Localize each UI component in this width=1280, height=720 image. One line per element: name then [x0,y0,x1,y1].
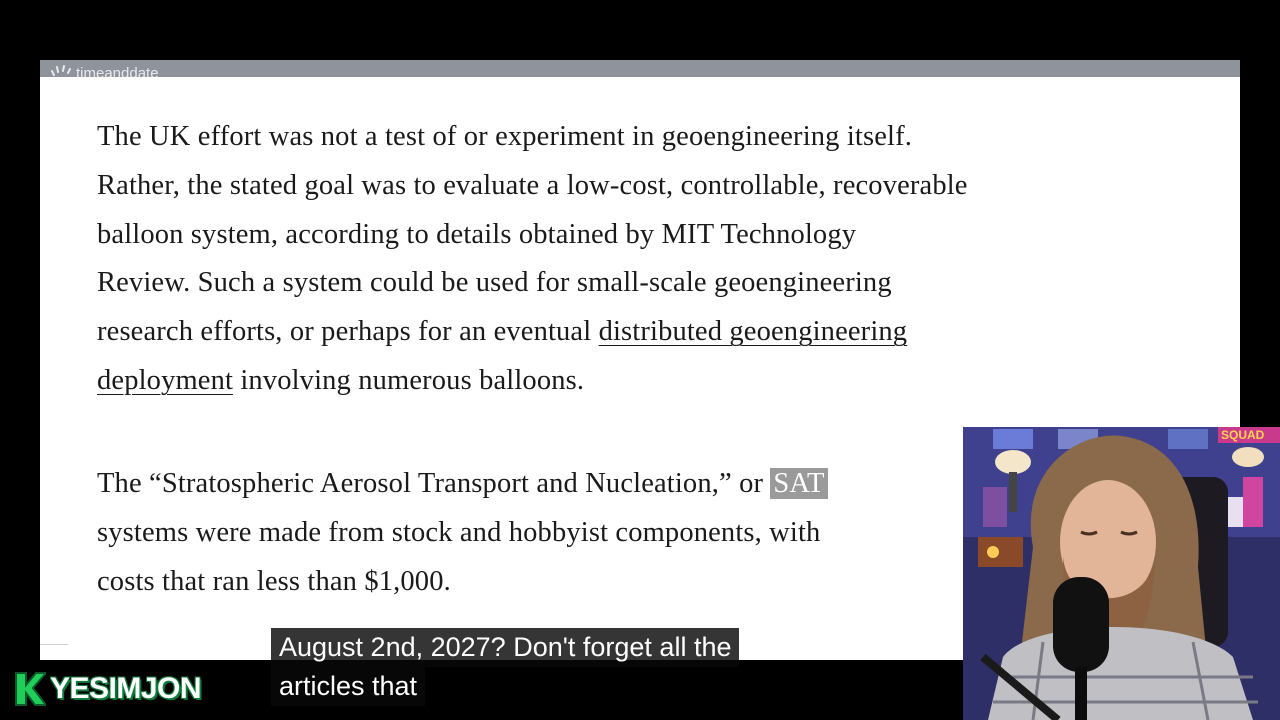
channel-name: YESIMJON [50,672,202,705]
paragraph-text: research efforts, or perhaps for an eventual [97,316,599,348]
highlighted-text: SAT [770,468,827,499]
paragraph-line: Review. Such a system could be used for small-scale geoengineering [97,267,892,299]
paragraph-line: costs that ran less than $1,000. [97,565,451,597]
site-header-bar [40,60,1240,77]
channel-logo [14,670,201,708]
site-logo[interactable] [50,63,159,77]
paragraph-line: Rather, the stated goal was to evaluate a low-cost, controllable, recoverable [97,169,968,201]
sun-logo-icon [50,63,72,77]
divider [40,644,68,645]
webcam-overlay [963,427,1280,720]
distributed-geoengineering-link[interactable]: distributed geoengineering [598,316,908,348]
site-logo-text: timeanddate [76,65,159,77]
squad-sign: SQUAD [1221,428,1265,442]
caption-line-2: articles that [271,667,425,706]
article-paragraph-1 [97,113,1187,406]
paragraph-line [97,357,1187,406]
k-logo-icon [14,671,46,707]
paragraph-text: The “Stratospheric Aerosol Transport and Nucleation,” or [97,468,771,499]
paragraph-text: involving numerous balloons. [233,364,585,396]
captions [271,628,739,706]
paragraph-line: systems were made from stock and hobbyist components, with [97,516,821,548]
caption-line-1: August 2nd, 2027? Don't forget all the [271,628,739,667]
webcam-feed-image [963,427,1280,720]
paragraph-line [97,308,1187,357]
paragraph-line: The UK effort was not a test of or experiment in geoengineering itself. [97,121,912,152]
paragraph-line: balloon system, according to details obtained by MIT Technology [97,218,857,250]
deployment-link[interactable]: deployment [97,364,234,396]
